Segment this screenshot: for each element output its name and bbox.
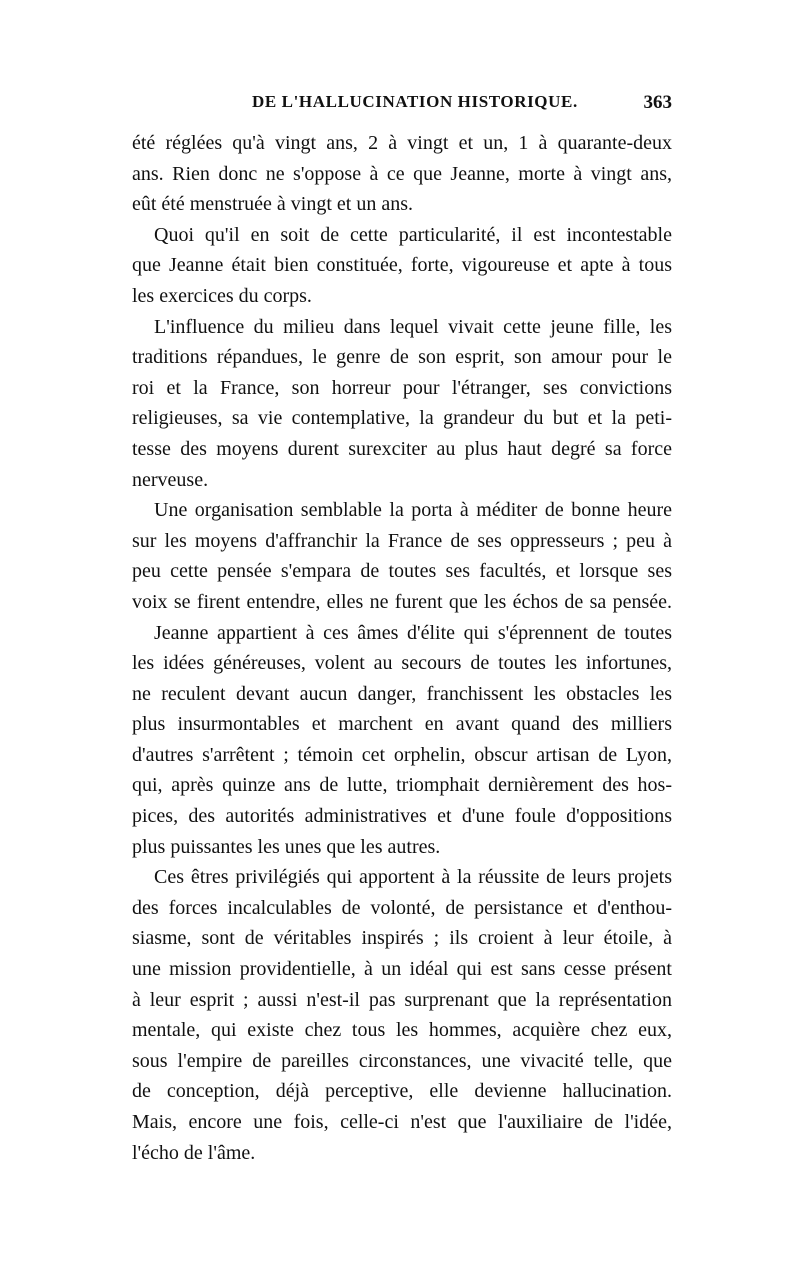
text-line: religieuses, sa vie contemplative, la grandeur du but et la peti- [132, 407, 672, 430]
text-line: les idées généreuses, volent au secours de toutes les infortunes, [132, 652, 672, 675]
text-line: Jeanne appartient à ces âmes d'élite qui s'éprennent de toutes [154, 621, 672, 644]
text-line: l'écho de l'âme. [132, 1141, 256, 1164]
text-line: été réglées qu'à vingt ans, 2 à vingt et un, 1 à quarante-deux [132, 132, 672, 154]
text-line: sur les moyens d'affranchir la France de ses oppresseurs ; peu à [132, 529, 672, 552]
running-head [132, 92, 672, 120]
text-line: les exercices du corps. [132, 284, 312, 307]
text-line: Quoi qu'il en soit de cette particularité, il est incontestable [154, 223, 672, 246]
page-number: 363 [643, 92, 672, 113]
running-title: DE L'HALLUCINATION HISTORIQUE. [252, 92, 578, 111]
text-line: traditions répandues, le genre de son esprit, son amour pour le [132, 346, 672, 369]
text-line: nerveuse. [132, 468, 209, 491]
text-line: plus insurmontables et marchent en avant quand des milliers [132, 713, 672, 736]
text-line: voix se firent entendre, elles ne furent que les échos de sa pensée. [132, 590, 672, 613]
text-line: des forces incalculables de volonté, de persistance et d'enthou- [132, 896, 672, 919]
text-line: que Jeanne était bien constituée, forte, vigoureuse et apte à tous [132, 254, 672, 277]
text-line: de conception, déjà perceptive, elle devienne hallucination. [132, 1080, 672, 1103]
text-line: tesse des moyens durent surexciter au plus haut degré sa force [132, 437, 672, 460]
text-line: Mais, encore une fois, celle-ci n'est que l'auxiliaire de l'idée, [132, 1111, 672, 1133]
text-line: Une organisation semblable la porta à méditer de bonne heure [154, 499, 672, 522]
text-line: qui, après quinze ans de lutte, triomphait dernièrement des hos- [132, 774, 672, 797]
body-text [132, 128, 672, 1168]
text-line: ans. Rien donc ne s'oppose à ce que Jeanne, morte à vingt ans, [132, 162, 672, 185]
text-line: d'autres s'arrêtent ; témoin cet orphelin, obscur artisan de Lyon, [132, 743, 672, 766]
text-line: eût été menstruée à vingt et un ans. [132, 193, 414, 216]
text-line: roi et la France, son horreur pour l'étranger, ses convictions [132, 376, 672, 399]
text-line: une mission providentielle, à un idéal qui est sans cesse présent [132, 958, 672, 981]
text-line: L'influence du milieu dans lequel vivait cette jeune fille, les [154, 315, 672, 338]
text-line: pices, des autorités administratives et d'une foule d'oppositions [132, 805, 672, 828]
text-line: sous l'empire de pareilles circonstances, une vivacité telle, que [132, 1049, 672, 1072]
text-line: Ces êtres privilégiés qui apportent à la réussite de leurs projets [154, 866, 672, 889]
text-line: mentale, qui existe chez tous les hommes, acquière chez eux, [132, 1019, 672, 1042]
text-line: siasme, sont de véritables inspirés ; ils croient à leur étoile, à [132, 927, 672, 950]
text-line: ne reculent devant aucun danger, franchissent les obstacles les [132, 682, 672, 705]
text-line: à leur esprit ; aussi n'est-il pas surprenant que la représentation [132, 988, 672, 1011]
text-line: plus puissantes les unes que les autres. [132, 835, 441, 858]
text-line: peu cette pensée s'empara de toutes ses facultés, et lorsque ses [132, 560, 672, 583]
